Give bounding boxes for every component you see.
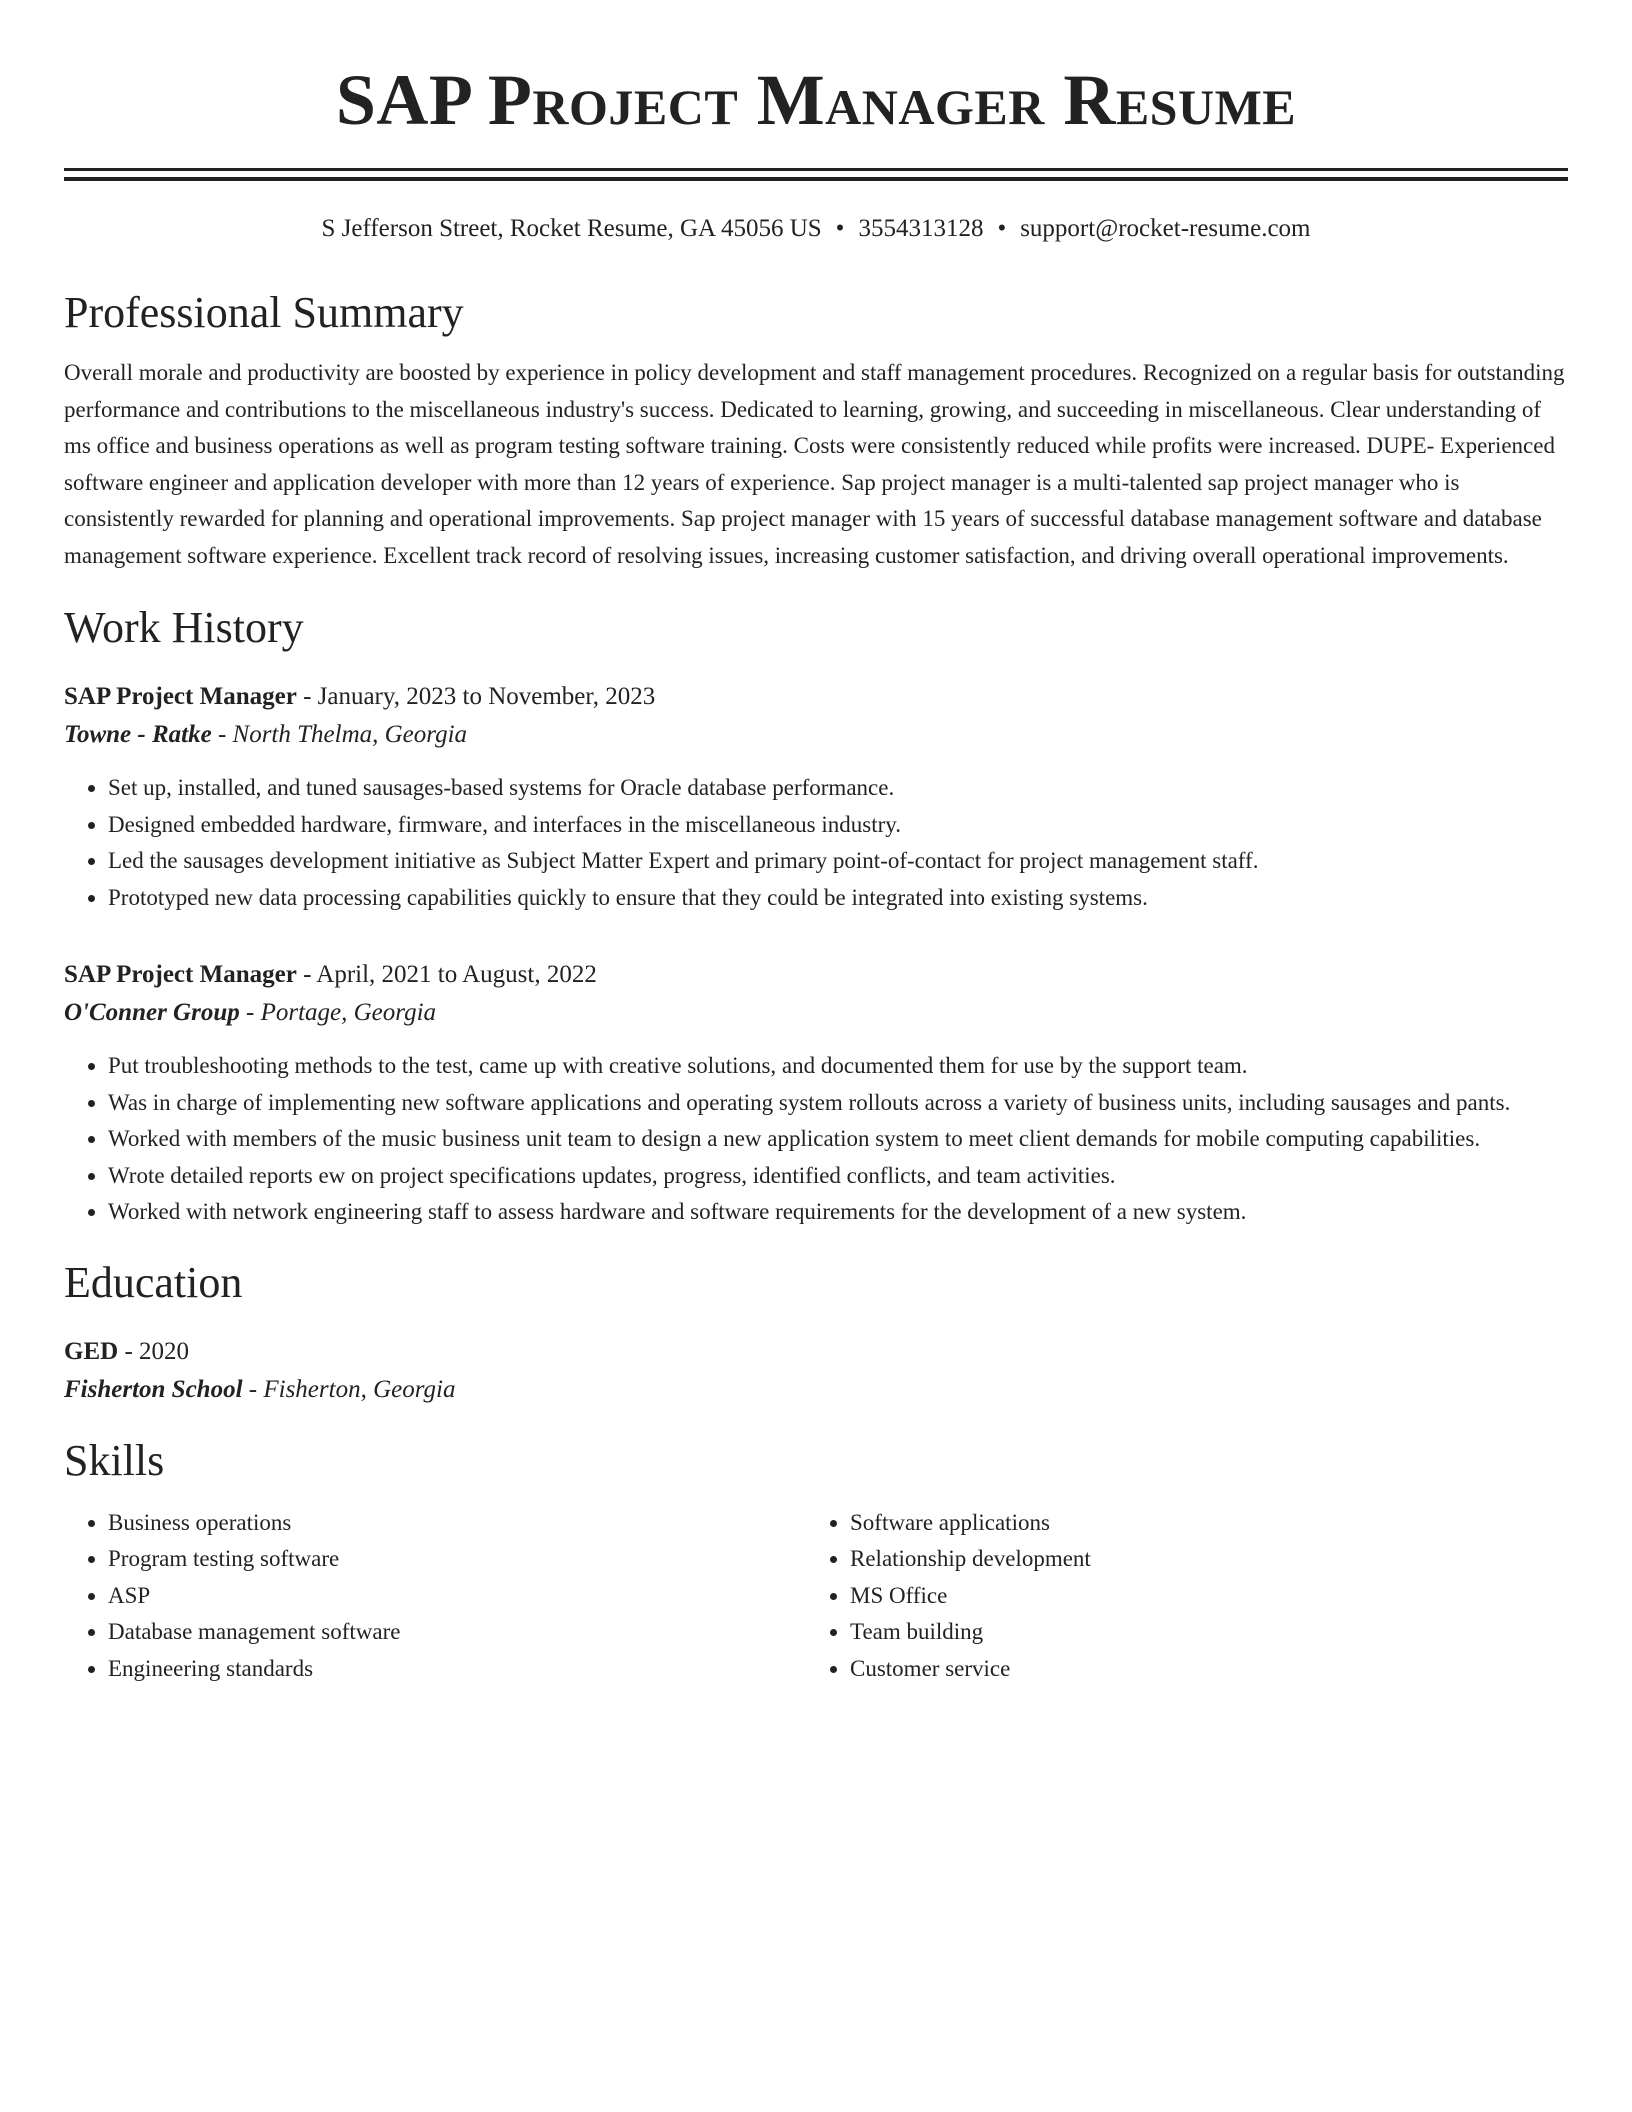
education-degree-line xyxy=(64,1333,1568,1371)
job-entry xyxy=(64,956,1568,1231)
education-school-line xyxy=(64,1371,1568,1409)
work-history-heading: Work History xyxy=(64,603,304,652)
summary-text: Overall morale and productivity are boosted by experience in policy development and staff management procedures. Recognized on a regular basis for outstanding performance and contributions to the miscellaneous industry's success. Dedicated to learning, growing, and succeeding in miscellaneous. Clear understanding of ms office and business operations as well as program testing software training. Costs were consistently reduced while profits were increased. DUPE- Experienced software engineer and application developer with more than 12 years of experience. Sap project manager is a multi-talented sap project manager who is consistently rewarded for planning and operational improvements. Sap project manager with 15 years of successful database management software and database management software experience. Excellent track record of resolving issues, increasing customer satisfaction, and driving overall operational improvements. xyxy=(64,360,1565,568)
skill-item: • Engineering standards xyxy=(108,1651,806,1688)
skill-item: • Business operations xyxy=(108,1505,806,1542)
contact-address: S Jefferson Street, Rocket Resume, GA 45056 US xyxy=(321,215,822,242)
skills-list xyxy=(64,1505,1568,1688)
resume-title: SAP Project Manager Resume xyxy=(335,60,1297,140)
job-company-line xyxy=(64,716,1568,754)
skill-item: • Customer service xyxy=(850,1651,1548,1688)
job-bullet: • Was in charge of implementing new software applications and operating system rollouts across a variety of business units, including sausages and pants. xyxy=(108,1085,1568,1122)
job-dates: April, 2021 to August, 2022 xyxy=(316,961,597,988)
job-company: O'Conner Group xyxy=(64,999,240,1026)
contact-email: support@rocket-resume.com xyxy=(1020,215,1311,242)
skills-heading: Skills xyxy=(64,1435,165,1485)
job-bullet: • Wrote detailed reports ew on project specifications updates, progress, identified conflicts, and team activities. xyxy=(108,1158,1568,1195)
job-bullets xyxy=(64,770,1568,916)
job-company-line xyxy=(64,994,1568,1032)
job-title: SAP Project Manager xyxy=(64,683,297,710)
job-bullet: • Worked with members of the music business unit team to design a new application system to meet client demands for mobile computing capabilities. xyxy=(108,1121,1568,1158)
skill-item: • MS Office xyxy=(850,1578,1548,1615)
job-company: Towne - Ratke xyxy=(64,721,212,748)
job-dash: - xyxy=(296,961,317,988)
education-dash: - xyxy=(118,1337,140,1365)
job-bullet: • Led the sausages development initiative as Subject Matter Expert and primary point-of-contact for project management staff. xyxy=(108,843,1568,880)
job-location: North Thelma, Georgia xyxy=(232,721,468,748)
skill-item: • ASP xyxy=(108,1578,806,1615)
job-bullet: • Put troubleshooting methods to the test, came up with creative solutions, and documented them for use by the support team. xyxy=(108,1048,1568,1085)
education-degree: GED xyxy=(64,1337,119,1365)
skill-item: • Software applications xyxy=(850,1505,1548,1542)
job-bullet: • Worked with network engineering staff to assess hardware and software requirements for the development of a new system. xyxy=(108,1194,1568,1231)
job-bullet: • Set up, installed, and tuned sausages-based systems for Oracle database performance. xyxy=(108,770,1568,807)
contact-line xyxy=(64,213,1568,245)
education-dash: - xyxy=(242,1375,264,1403)
education-year: 2020 xyxy=(139,1337,190,1365)
skill-item: • Relationship development xyxy=(850,1541,1548,1578)
contact-separator: • xyxy=(835,215,845,242)
education-entry xyxy=(64,1333,1568,1409)
job-bullet: • Designed embedded hardware, firmware, and interfaces in the miscellaneous industry. xyxy=(108,807,1568,844)
job-dash: - xyxy=(211,721,233,748)
skills-column-right xyxy=(806,1505,1548,1688)
contact-phone: 3554313128 xyxy=(858,215,984,242)
title-rule-top xyxy=(64,168,1568,171)
title-rule-bottom xyxy=(64,177,1568,181)
job-title: SAP Project Manager xyxy=(64,961,297,988)
summary-heading: Professional Summary xyxy=(64,288,464,337)
job-title-line xyxy=(64,678,1568,716)
job-bullet: • Prototyped new data processing capabilities quickly to ensure that they could be integrated into existing systems. xyxy=(108,880,1568,917)
job-entry xyxy=(64,678,1568,916)
education-location: Fisherton, Georgia xyxy=(263,1375,456,1403)
job-location: Portage, Georgia xyxy=(260,999,437,1026)
job-dash: - xyxy=(296,683,318,710)
contact-separator: • xyxy=(997,215,1007,242)
education-heading: Education xyxy=(64,1257,243,1307)
skills-column-left xyxy=(64,1505,806,1688)
education-school: Fisherton School xyxy=(64,1375,243,1403)
job-dash: - xyxy=(239,999,261,1026)
skill-item: • Program testing software xyxy=(108,1541,806,1578)
skill-item: • Database management software xyxy=(108,1614,806,1651)
job-dates: January, 2023 to November, 2023 xyxy=(317,683,656,710)
job-bullets xyxy=(64,1048,1568,1231)
skill-item: • Team building xyxy=(850,1614,1548,1651)
job-title-line xyxy=(64,956,1568,994)
